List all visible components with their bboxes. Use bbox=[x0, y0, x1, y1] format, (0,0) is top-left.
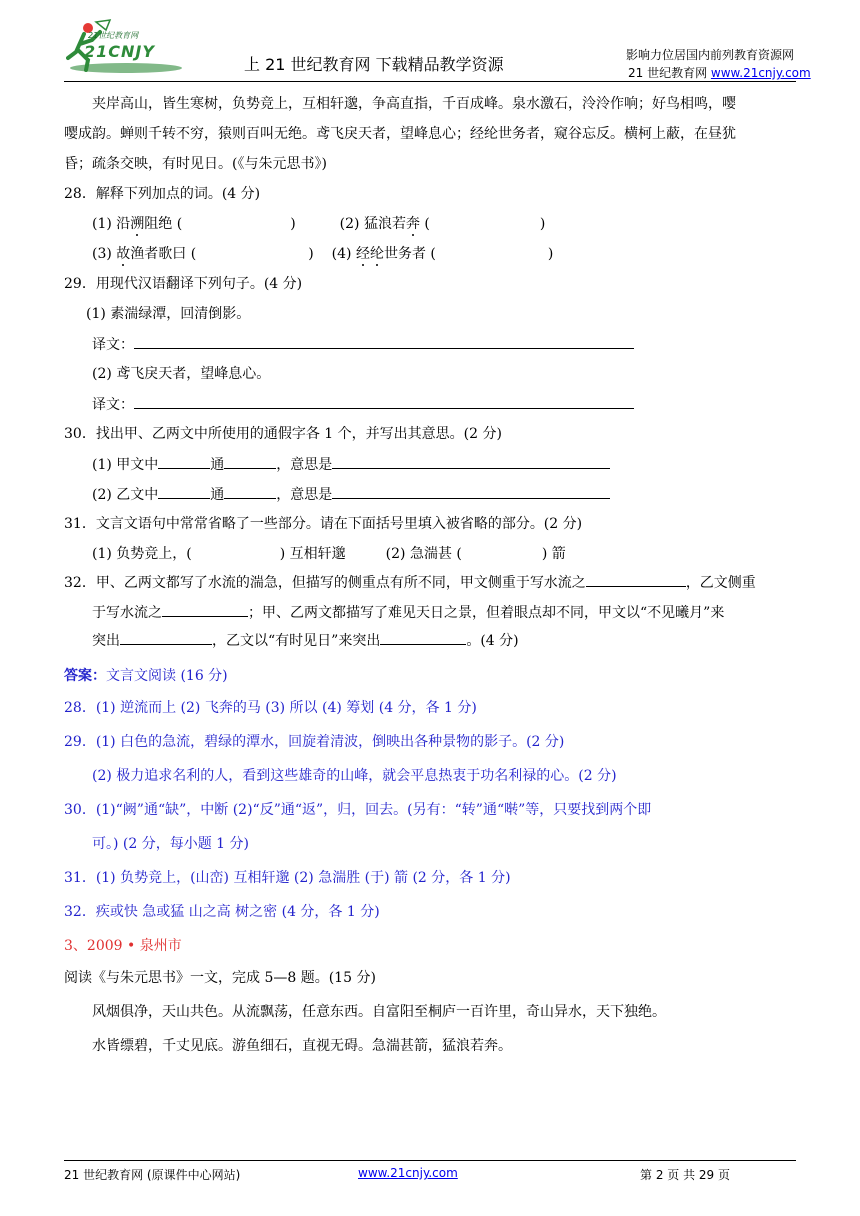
q29-title: 29．用现代汉语翻译下列句子。(4 分) bbox=[64, 276, 303, 292]
q28-title: 28．解释下列加点的词。(4 分) bbox=[64, 186, 261, 202]
answer-29-1: 29．(1) 白色的急流，碧绿的潭水，回旋着清波，倒映出各种景物的影子。(2 分) bbox=[64, 734, 565, 750]
q29-answer-2: 译文： bbox=[92, 394, 634, 415]
answer-heading: 答案：文言文阅读 (16 分) bbox=[64, 668, 228, 684]
q30-row-2: (2) 乙文中 通 ，意思是 bbox=[92, 484, 610, 505]
header-tagline: 影响力位居国内前列教育资源网 bbox=[625, 48, 794, 62]
q32-line-2: 于写水流之 ；甲、乙两文都描写了难见天日之景，但着眼点却不同，甲文以“不见曦月”来 bbox=[92, 602, 724, 623]
header-site-line bbox=[628, 64, 811, 81]
answer-label: 答案： bbox=[64, 668, 106, 684]
q29-sentence-2: (2) 鸢飞戾天者，望峰息心。 bbox=[92, 366, 271, 382]
logo-small-text: 21世纪教育网 bbox=[88, 31, 139, 40]
header-divider bbox=[64, 81, 796, 82]
header-slogan: 上 21 世纪教育网 下载精品教学资源 bbox=[244, 55, 504, 74]
answer-32: 32．疾或快 急或猛 山之高 树之密 (4 分，各 1 分) bbox=[64, 904, 380, 920]
section-3-intro: 阅读《与朱元思书》一文，完成 5—8 题。(15 分) bbox=[64, 970, 376, 986]
footer-left: 21 世纪教育网 (原课件中心网站) bbox=[64, 1168, 241, 1182]
answer-31: 31．(1) 负势竞上，(山峦) 互相轩邈 (2) 急湍胜 (于) 箭 (2 分，各 1 分) bbox=[64, 870, 511, 886]
q28-row-1: (1) 沿溯阻绝 ( ) (2) 猛浪若奔 ( ) bbox=[92, 216, 546, 232]
site-logo bbox=[66, 18, 196, 76]
q31-row: (1) 负势竞上，( ) 互相轩邈 (2) 急湍甚 ( ) 箭 bbox=[92, 546, 566, 562]
footer-page-number: 第 2 页 共 29 页 bbox=[640, 1168, 730, 1182]
header-site-prefix: 21 世纪教育网 bbox=[628, 66, 711, 80]
answer-30-2: 可。) (2 分，每小题 1 分) bbox=[92, 836, 250, 852]
q29-answer-1: 译文： bbox=[92, 334, 634, 355]
passage-line-3: 昏；疏条交映，有时见日。(《与朱元思书》) bbox=[64, 156, 327, 172]
q28-row-2: (3) 故渔者歌曰 ( ) (4) 经纶世务者 ( ) bbox=[92, 246, 554, 262]
logo-big-text: 21CNJY bbox=[84, 42, 155, 61]
header-site-link[interactable]: www.21cnjy.com bbox=[710, 66, 811, 80]
answer-30-1: 30．(1)“阙”通“缺”，中断 (2)“反”通“返”，归，回去。(另有：“转”通“啭”等，只要找到两个即 bbox=[64, 802, 652, 818]
footer-site-link[interactable]: www.21cnjy.com bbox=[358, 1166, 458, 1180]
passage-line-2: 嘤成韵。蝉则千转不穷，猿则百叫无绝。鸢飞戾天者，望峰息心；经纶世务者，窥谷忘反。横柯上蔽，在昼犹 bbox=[64, 126, 736, 142]
passage-line-1: 夹岸高山，皆生寒树，负势竞上，互相轩邈，争高直指，千百成峰。泉水激石，泠泠作响；好鸟相鸣，嘤 bbox=[92, 96, 736, 112]
q30-row-1: (1) 甲文中 通 ，意思是 bbox=[92, 454, 610, 475]
q29-sentence-1: (1) 素湍绿潭，回清倒影。 bbox=[86, 306, 251, 322]
footer-center bbox=[358, 1166, 458, 1180]
section-3-title: 3、2009 • 泉州市 bbox=[64, 938, 182, 954]
page-header bbox=[0, 0, 860, 84]
section-3-para-1: 风烟俱净，天山共色。从流飘荡，任意东西。自富阳至桐庐一百许里，奇山异水，天下独绝。 bbox=[92, 1004, 666, 1020]
q32-line-3: 突出 ，乙文以“有时见日”来突出 。(4 分) bbox=[92, 630, 519, 651]
answer-28: 28．(1) 逆流而上 (2) 飞奔的马 (3) 所以 (4) 筹划 (4 分，各 1 分) bbox=[64, 700, 477, 716]
section-3-para-2: 水皆缥碧，千丈见底。游鱼细石，直视无碍。急湍甚箭，猛浪若奔。 bbox=[92, 1038, 512, 1054]
q31-title: 31．文言文语句中常常省略了一些部分。请在下面括号里填入被省略的部分。(2 分) bbox=[64, 516, 583, 532]
footer-divider bbox=[64, 1160, 796, 1161]
q30-title: 30．找出甲、乙两文中所使用的通假字各 1 个，并写出其意思。(2 分) bbox=[64, 426, 502, 442]
q32-line-1: 32．甲、乙两文都写了水流的湍急，但描写的侧重点有所不同，甲文侧重于写水流之 ，乙文侧重 bbox=[64, 572, 756, 593]
answer-29-2: (2) 极力追求名利的人，看到这些雄奇的山峰，就会平息热衷于功名利禄的心。(2 分) bbox=[92, 768, 617, 784]
